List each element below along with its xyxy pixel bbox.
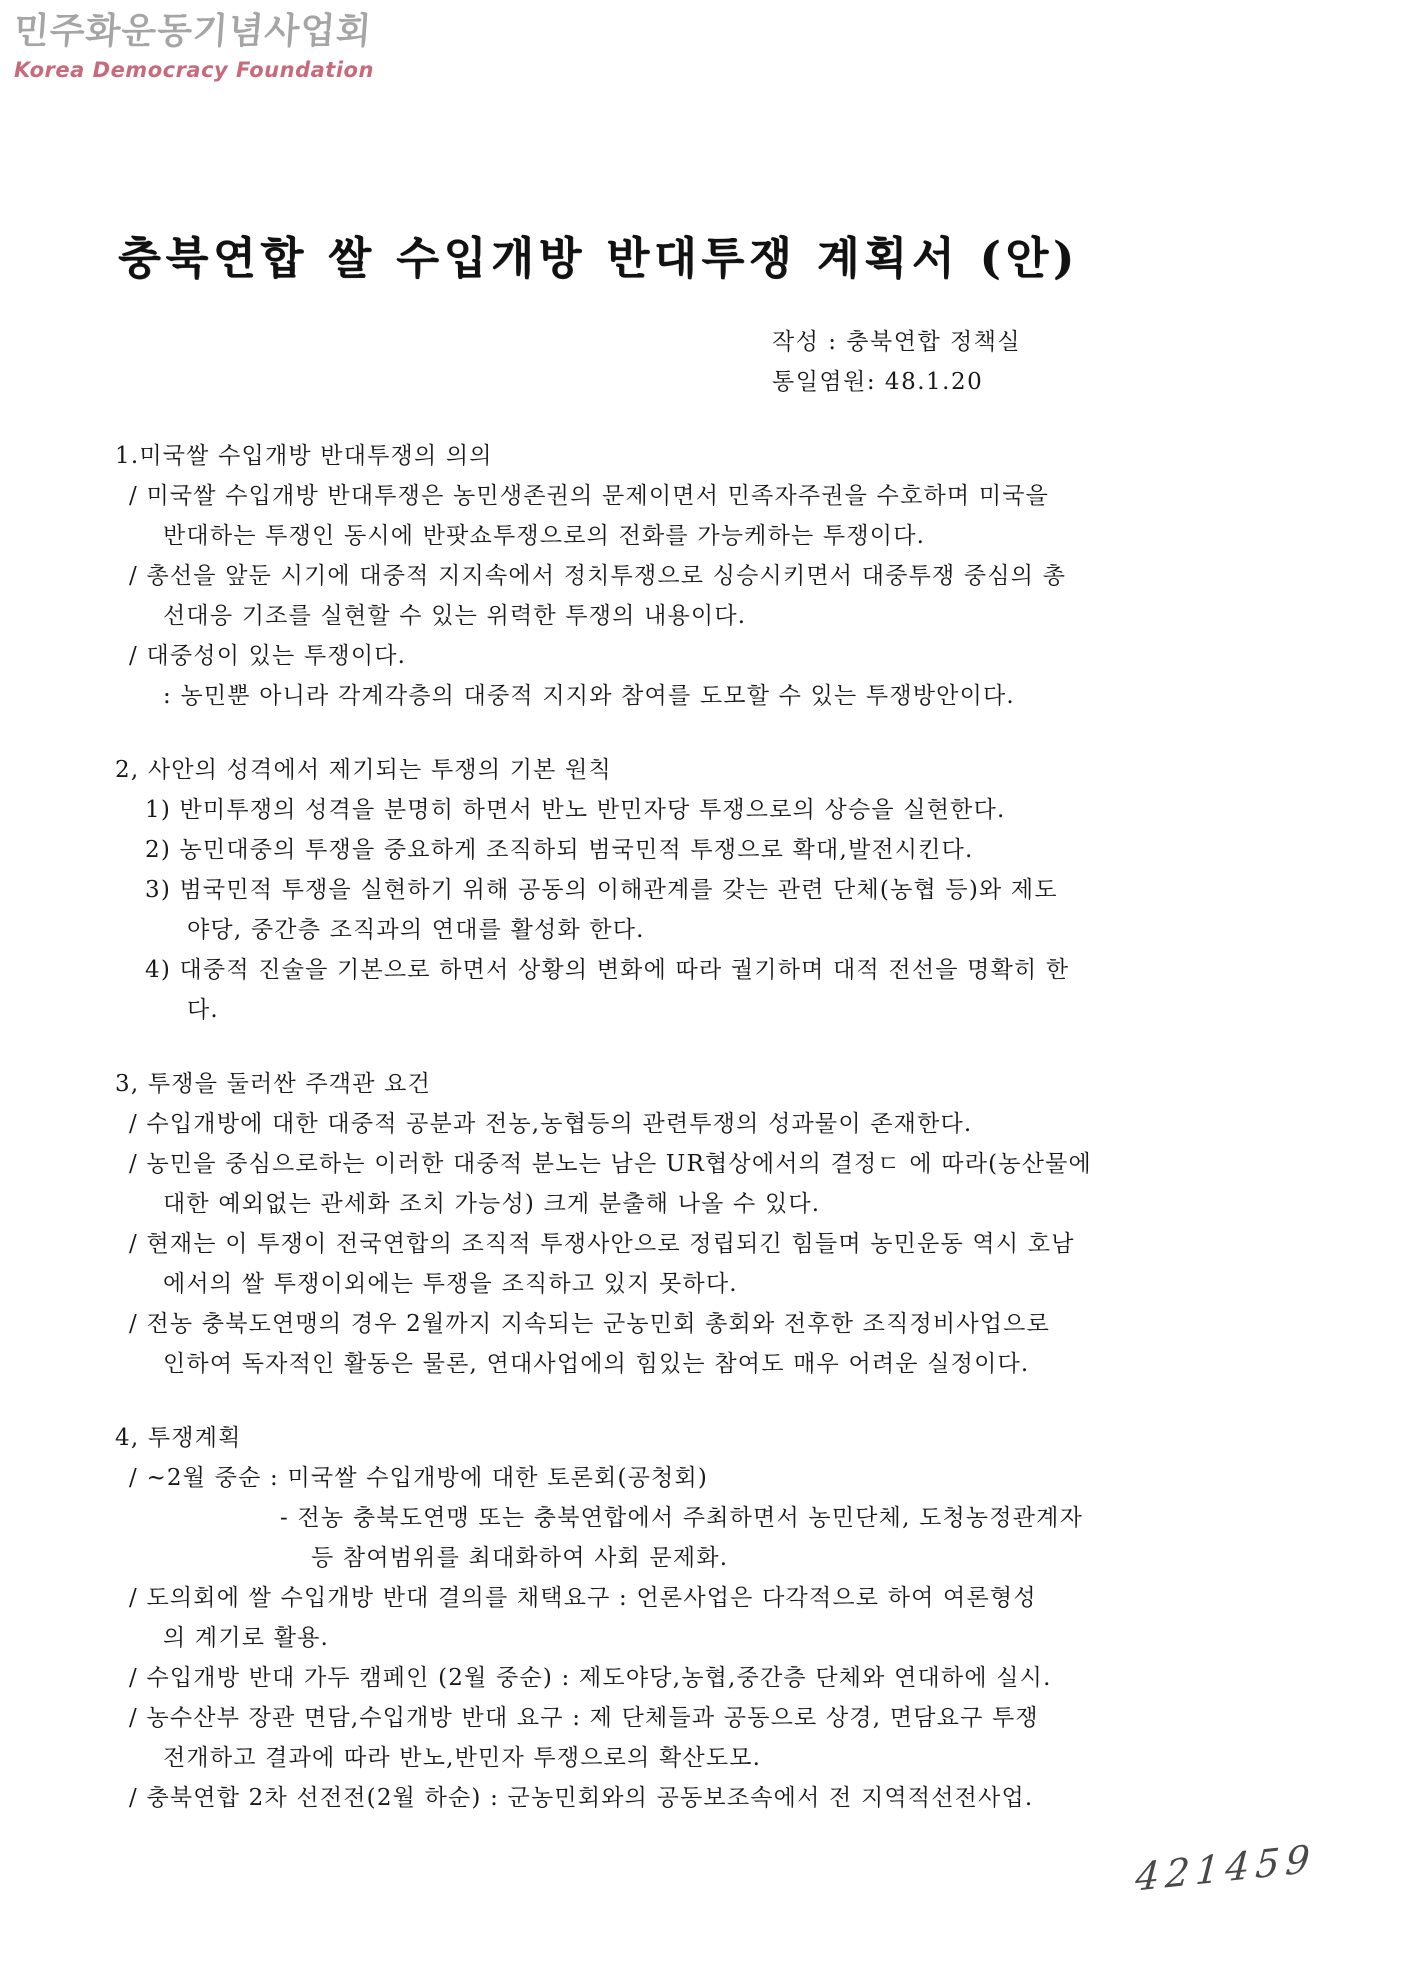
text-line: 인하여 독자적인 활동은 물론, 연대사업에의 힘있는 참여도 매우 어려운 실정이다.	[163, 1351, 1030, 1377]
section-heading: 4, 투쟁계획	[115, 1425, 242, 1451]
text-line: 의 계기로 활용.	[163, 1625, 330, 1651]
text-line: / 농수산부 장관 면담,수입개방 반대 요구 : 제 단체들과 공동으로 상경, 면담요구 투쟁	[129, 1705, 1039, 1731]
section-heading: 2, 사안의 성격에서 제기되는 투쟁의 기본 원칙	[115, 757, 612, 783]
text-line: / ~2월 중순 : 미국쌀 수입개방에 대한 토론회(공청회)	[129, 1465, 709, 1491]
text-line: / 충북연합 2차 선전전(2월 하순) : 군농민회와의 공동보조속에서 전 지역적선전사업.	[129, 1785, 1034, 1811]
document-section	[115, 1064, 1315, 1384]
logo-korean-text: 민주화운동기념사업회	[12, 11, 374, 52]
text-line: 대한 예외없는 관세화 조치 가능성) 크게 분출해 나올 수 있다.	[163, 1191, 821, 1217]
text-line: 등 참여범위를 최대화하여 사회 문제화.	[311, 1545, 729, 1571]
text-line: 1) 반미투쟁의 성격을 분명히 하면서 반노 반민자당 투쟁으로의 상승을 실현한다.	[145, 797, 1006, 823]
byline-date: 통일염원: 48.1.20	[772, 369, 984, 395]
section-heading: 3, 투쟁을 둘러싼 주객관 요건	[115, 1071, 431, 1097]
page-title: 충북연합 쌀 수입개방 반대투쟁 계획서 (안)	[118, 233, 1079, 284]
document-section	[115, 750, 1315, 1030]
text-line: / 농민을 중심으로하는 이러한 대중적 분노는 남은 UR협상에서의 결정ㄷ 에 따라(농산물에	[129, 1151, 1092, 1177]
text-line: 반대하는 투쟁인 동시에 반팟쇼투쟁으로의 전화를 가능케하는 투쟁이다.	[163, 523, 926, 549]
text-line: / 대중성이 있는 투쟁이다.	[129, 643, 407, 669]
text-line: 선대응 기조를 실현할 수 있는 위력한 투쟁의 내용이다.	[163, 603, 747, 629]
text-line: 4) 대중적 진술을 기본으로 하면서 상황의 변화에 따라 궐기하며 대적 전선을 명확히 한	[145, 957, 1070, 983]
document-body	[115, 436, 1315, 1852]
text-line: / 전농 충북도연맹의 경우 2월까지 지속되는 군농민회 총회와 전후한 조직정비사업으로	[129, 1311, 1051, 1337]
text-line: 전개하고 결과에 따라 반노,반민자 투쟁으로의 확산도모.	[163, 1745, 762, 1771]
handwritten-archive-number: 421459	[1133, 1836, 1318, 1900]
text-line: / 총선을 앞둔 시기에 대중적 지지속에서 정치투쟁으로 싱승시키면서 대중투쟁 중심의 총	[129, 563, 1067, 589]
text-line: / 수입개방 반대 가두 캠페인 (2월 중순) : 제도야당,농협,중간층 단체와 연대하에 실시.	[129, 1665, 1052, 1691]
text-line: 2) 농민대중의 투쟁을 중요하게 조직하되 범국민적 투쟁으로 확대,발전시킨다.	[145, 837, 974, 863]
korea-democracy-foundation-logo	[14, 12, 374, 82]
text-line: 야당, 중간층 조직과의 연대를 활성화 한다.	[187, 917, 645, 943]
logo-english-text: Korea Democracy Foundation	[14, 57, 374, 82]
byline-author: 작성 : 충북연합 정책실	[772, 329, 1022, 355]
text-line: / 현재는 이 투쟁이 전국연합의 조직적 투쟁사안으로 정립되긴 힘들며 농민운동 역시 호남	[129, 1231, 1075, 1257]
document-section	[115, 436, 1315, 716]
text-line: / 수입개방에 대한 대중적 공분과 전농,농협등의 관련투쟁의 성과물이 존재한다.	[129, 1111, 973, 1137]
document-section	[115, 1418, 1315, 1818]
text-line: / 도의회에 쌀 수입개방 반대 결의를 채택요구 : 언론사업은 다각적으로 하여 여론형성	[129, 1585, 1037, 1611]
text-line: / 미국쌀 수입개방 반대투쟁은 농민생존권의 문제이면서 민족자주권을 수호하며 미국을	[129, 483, 1050, 509]
section-heading: 1.미국쌀 수입개방 반대투쟁의 의의	[115, 443, 493, 469]
text-line: 다.	[187, 997, 219, 1023]
text-line: - 전농 충북도연맹 또는 충북연합에서 주최하면서 농민단체, 도청농정관계자	[280, 1505, 1084, 1531]
text-line: 에서의 쌀 투쟁이외에는 투쟁을 조직하고 있지 못하다.	[163, 1271, 738, 1297]
text-line: : 농민뿐 아니라 각계각층의 대중적 지지와 참여를 도모할 수 있는 투쟁방안이다.	[163, 683, 1015, 709]
byline	[772, 322, 1021, 402]
text-line: 3) 범국민적 투쟁을 실현하기 위해 공동의 이해관계를 갖는 관련 단체(농협 등)와 제도	[145, 877, 1058, 903]
